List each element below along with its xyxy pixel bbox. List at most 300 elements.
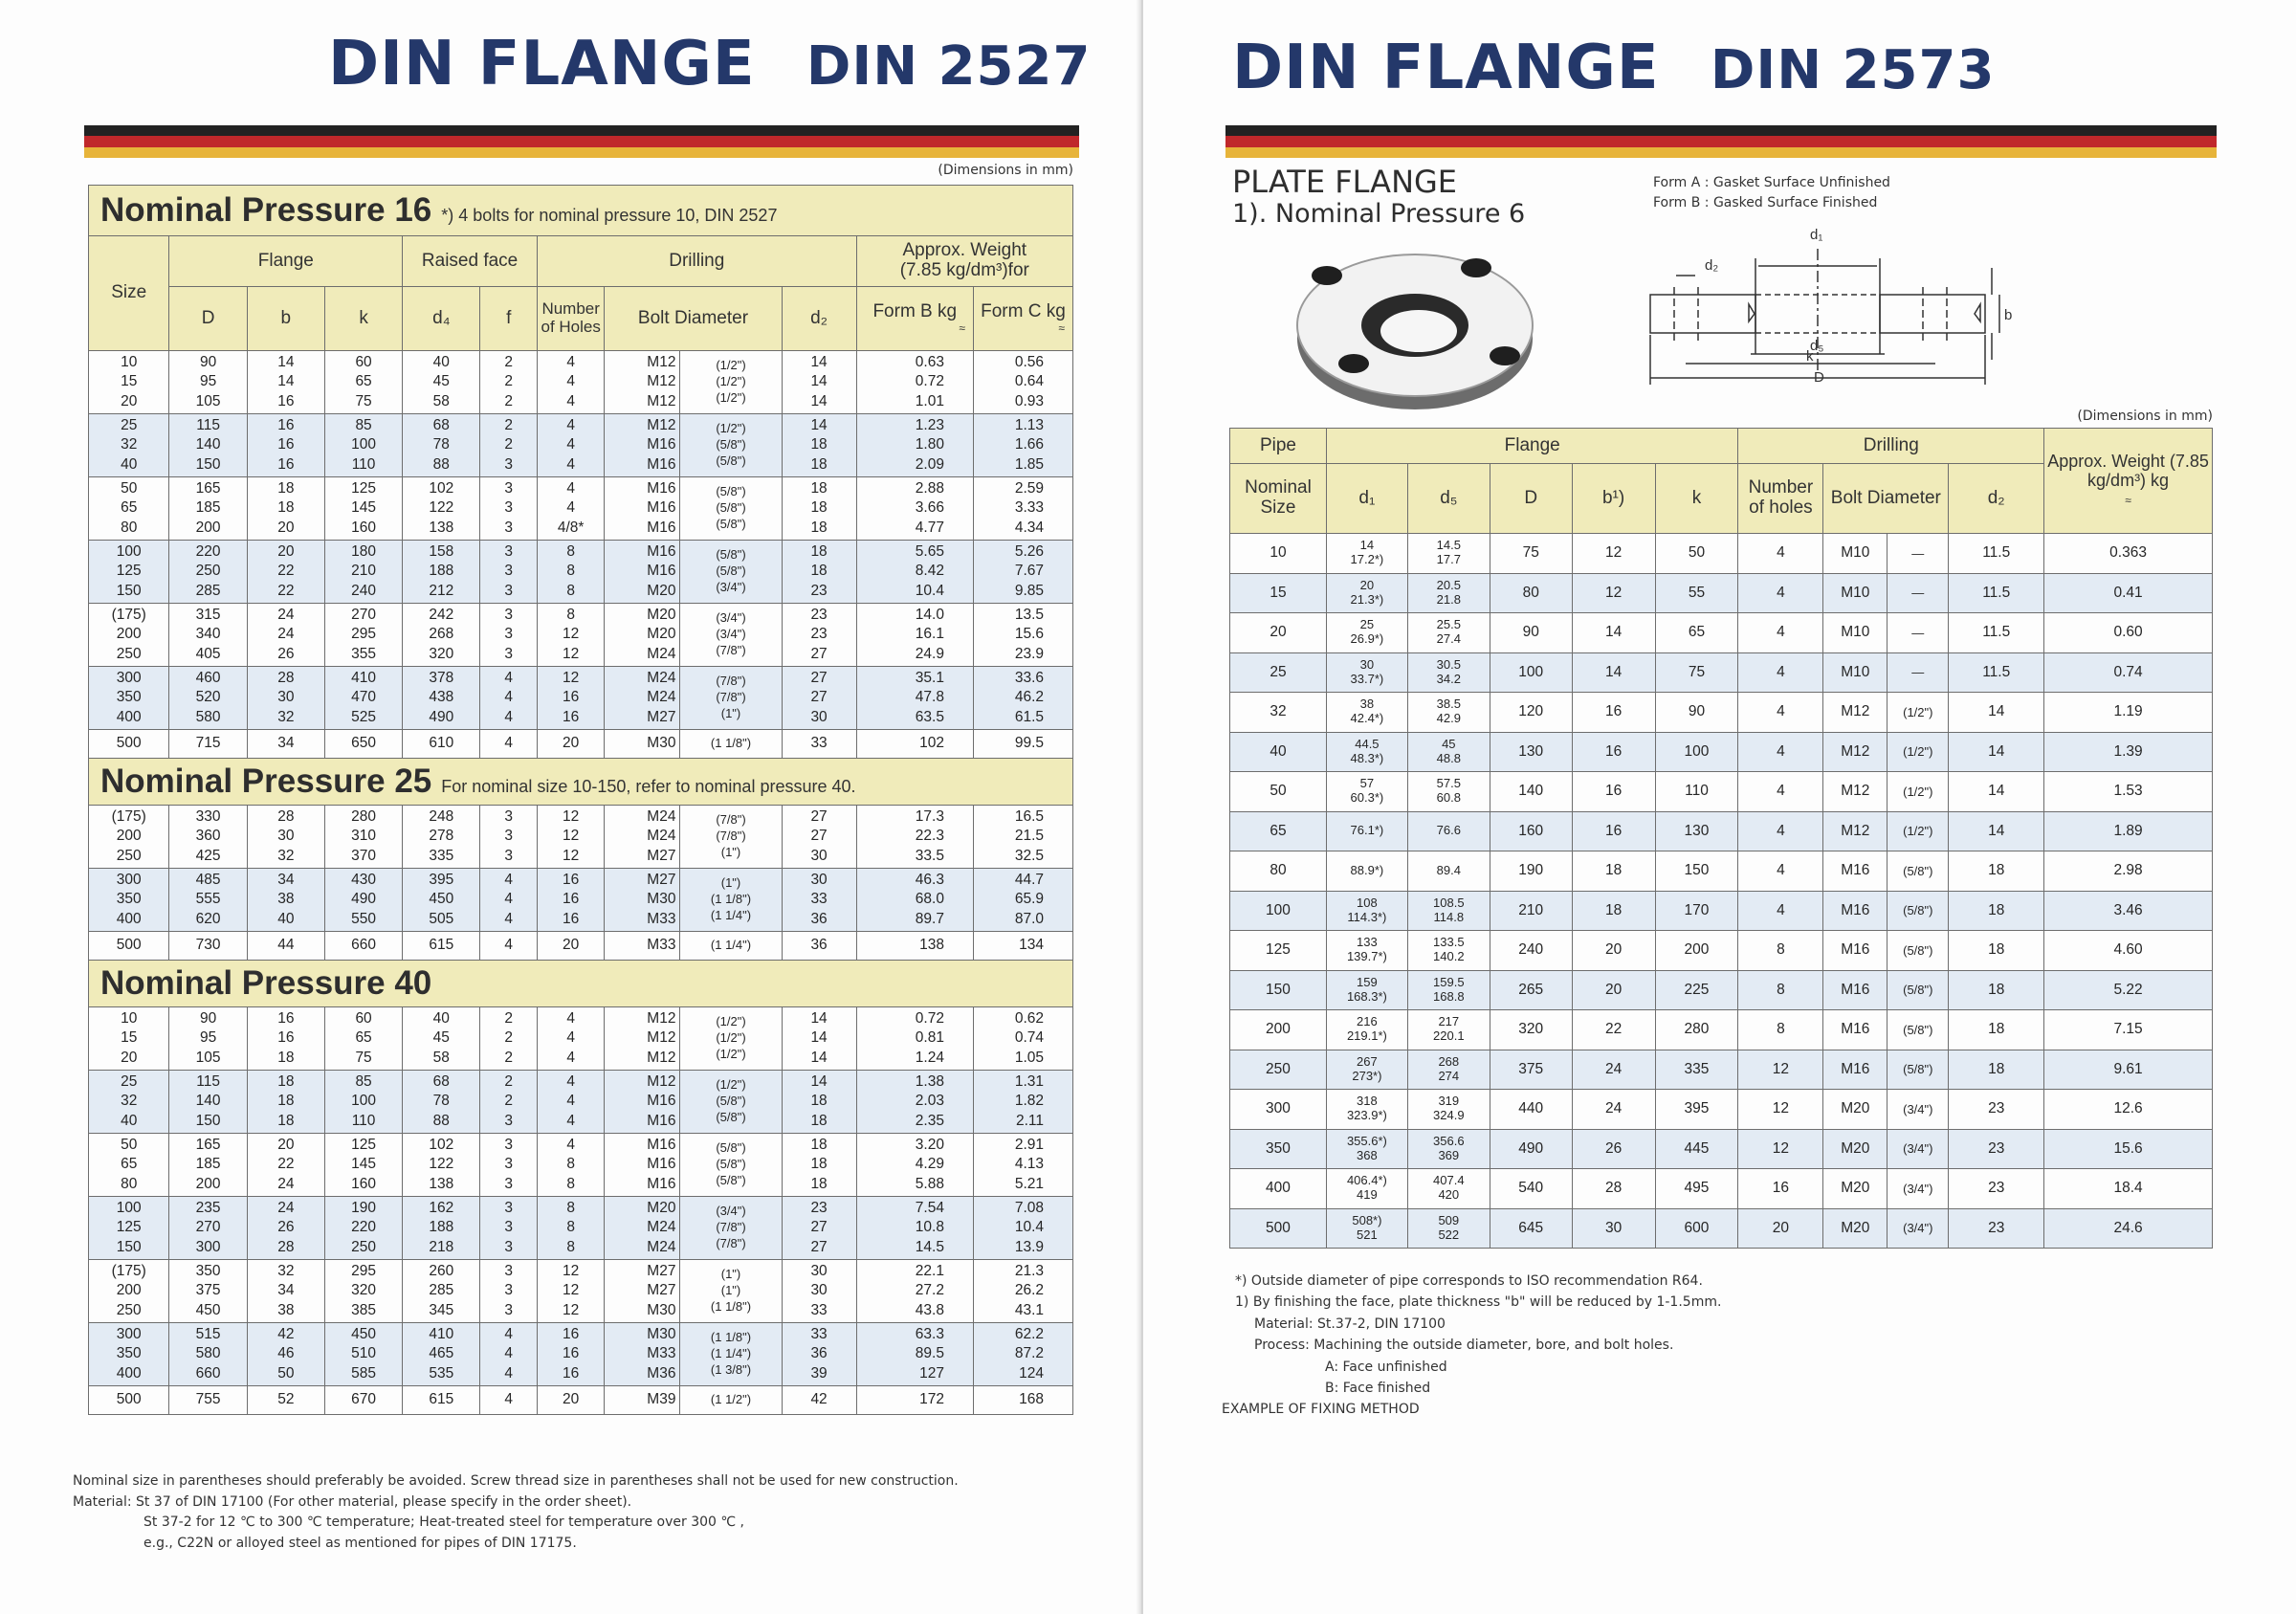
diagram-label-d2: d₂ (1705, 257, 1719, 274)
left-page (0, 0, 1143, 1614)
cell-d5 (1407, 1010, 1490, 1050)
cell-b (247, 477, 324, 541)
cell-d4 (403, 604, 480, 667)
cell-stack (1327, 1214, 1407, 1243)
cell-value: 3 (504, 828, 514, 845)
cell-value: 23 (810, 607, 828, 624)
cell-value: 85 (355, 1073, 372, 1091)
cell-value: M33 (647, 1345, 676, 1362)
cell-value: 44 (277, 937, 295, 954)
cell-value: 13.5 (1014, 607, 1044, 624)
table-row (1230, 652, 2213, 693)
cell-value: 12 (563, 1263, 580, 1280)
cell-value: 3 (504, 1137, 514, 1154)
cell-d4 (403, 1323, 480, 1386)
cell-value: 12 (563, 828, 580, 845)
cell-value: 68 (432, 1073, 450, 1091)
section-heading-row (89, 186, 1073, 236)
cell-inch: (1/2") (1888, 772, 1949, 812)
cell-value: 2.91 (1014, 1137, 1044, 1154)
cell-inch (680, 414, 782, 477)
cell-d5 (1407, 693, 1490, 733)
cell-d4 (403, 1007, 480, 1071)
cell-value: 250 (116, 1301, 142, 1318)
cell-value: 27.2 (915, 1282, 944, 1299)
cell-k (324, 932, 402, 961)
cell-value: 17.7 (1436, 552, 1461, 567)
cell-value: 219.1*) (1346, 1028, 1387, 1044)
cell-size: 10 (1230, 534, 1327, 574)
cell-value: 20 (277, 1137, 295, 1154)
cell-D: 240 (1490, 931, 1572, 971)
cell-d2 (782, 869, 856, 932)
cell-k (324, 1323, 402, 1386)
cell-d2 (782, 1386, 856, 1415)
cell-stack (1327, 864, 1407, 878)
cell-value: 48.8 (1436, 750, 1461, 765)
cell-value: 400 (116, 1364, 142, 1382)
cell-value: 278 (429, 828, 454, 845)
cell-value: 65 (121, 499, 138, 517)
cell-bolt: M16 (1823, 970, 1888, 1010)
section-note: For nominal size 10-150, refer to nominal pressure 40. (441, 777, 856, 796)
cell-value: M16 (647, 436, 676, 453)
cell-value: M12 (647, 392, 676, 409)
cell-d1 (1326, 613, 1407, 653)
section-note: *) 4 bolts for nominal pressure 10, DIN 2527 (441, 206, 778, 225)
cell-bolt: M12 (1823, 732, 1888, 772)
cell-d5 (1407, 1050, 1490, 1090)
cell-value: 42 (277, 1326, 295, 1343)
table-row (1230, 891, 2213, 931)
cell-value: 20 (563, 937, 580, 954)
right-footnote-6: B: Face finished (1325, 1380, 1431, 1396)
cell-inch: (3/4") (1888, 1208, 1949, 1249)
cell-value: 46 (277, 1345, 295, 1362)
cell-value: 21.5 (1014, 828, 1044, 845)
cell-value: 33.5 (915, 847, 944, 864)
cell-value: 220 (195, 543, 221, 561)
cell-value: 0.81 (915, 1029, 944, 1047)
cell-value: 510 (351, 1345, 376, 1362)
cell-value: 350 (116, 689, 142, 706)
cell-value: 12 (563, 1282, 580, 1299)
cell-d2: 14 (1949, 811, 2044, 851)
cell-k (324, 1071, 402, 1134)
cell-value: 127 (919, 1364, 944, 1382)
cell-value: 8 (566, 1219, 575, 1236)
cell-b: 30 (1572, 1208, 1655, 1249)
cell-value: 25.5 (1436, 617, 1461, 632)
cell-inch: (5/8") (1888, 970, 1949, 1010)
cell-k: 110 (1655, 772, 1738, 812)
cell-value: 40 (432, 1010, 450, 1028)
cell-value: (1") (720, 1283, 741, 1298)
cell-w: 15.6 (2044, 1129, 2213, 1169)
cell-holes (537, 351, 604, 414)
cell-value: 509 (1438, 1212, 1460, 1227)
col-weight-label: Approx. Weight (7.85 kg/dm³) kg (2047, 451, 2209, 490)
cell-value: 610 (429, 735, 454, 752)
cell-value: 100 (116, 543, 142, 561)
cell-w: 24.6 (2044, 1208, 2213, 1249)
cell-value: 350 (195, 1263, 221, 1280)
col-group-raised-face: Raised face (403, 236, 538, 287)
section-title: Nominal Pressure 16 (100, 191, 432, 229)
cell-D (169, 414, 247, 477)
cell-value: 500 (116, 735, 142, 752)
col-d2: d₂ (782, 287, 856, 351)
cell-value: 450 (429, 891, 454, 908)
cell-value: 3 (504, 1282, 514, 1299)
cell-value: 10.4 (1014, 1219, 1044, 1236)
cell-value: 125 (351, 1137, 376, 1154)
form-notes (1653, 173, 1890, 213)
cell-value: 26 (277, 1219, 295, 1236)
cell-value: 4 (566, 1093, 575, 1110)
cell-value: 3 (504, 543, 514, 561)
cell-b: 20 (1572, 931, 1655, 971)
cell-value: 4 (504, 735, 514, 752)
cell-value: 88 (432, 1112, 450, 1129)
cell-value: 200 (116, 1282, 142, 1299)
cell-value: 133 (1357, 935, 1378, 950)
cell-d1 (1326, 1090, 1407, 1130)
cell-value: 150 (116, 582, 142, 599)
cell-D: 160 (1490, 811, 1572, 851)
cell-formB (856, 351, 973, 414)
table-row-group (89, 869, 1073, 932)
cell-inch (680, 351, 782, 414)
cell-value: 330 (195, 808, 221, 826)
cell-d1 (1326, 811, 1407, 851)
cell-stack (1408, 539, 1490, 567)
cell-b: 16 (1572, 772, 1655, 812)
cell-stack (1408, 976, 1490, 1005)
cell-value: 8 (566, 543, 575, 561)
cell-value: (5/8") (716, 1094, 746, 1109)
cell-value: 212 (429, 582, 454, 599)
cell-value: 7.08 (1014, 1200, 1044, 1217)
cell-value: 4 (566, 392, 575, 409)
cell-bolt (605, 1071, 680, 1134)
cell-size: 400 (1230, 1169, 1327, 1209)
cell-value: 47.8 (915, 689, 944, 706)
cell-value: 58 (432, 392, 450, 409)
cell-value: 30 (810, 708, 828, 725)
cell-value: 3.33 (1014, 499, 1044, 517)
cell-value: 4 (566, 1049, 575, 1066)
cell-formC (973, 1197, 1072, 1260)
cell-value: M24 (647, 828, 676, 845)
cell-value: (5/8") (716, 547, 746, 563)
cell-value: 45 (432, 1029, 450, 1047)
cell-k (324, 667, 402, 730)
cell-value: 310 (351, 828, 376, 845)
cell-value: (1") (720, 1267, 741, 1282)
cell-holes: 12 (1738, 1129, 1823, 1169)
cell-b (247, 1007, 324, 1071)
nominal-pressure-6-title: 1). Nominal Pressure 6 (1232, 199, 1526, 229)
cell-value: 407.4 (1433, 1173, 1465, 1188)
cell-value: 30 (810, 1263, 828, 1280)
cell-stack (1408, 777, 1490, 806)
cell-value: 2.11 (1015, 1112, 1044, 1129)
cell-value: 3 (504, 563, 514, 580)
cell-value: 522 (1438, 1227, 1460, 1242)
cell-stack (1408, 1055, 1490, 1084)
cell-b (247, 667, 324, 730)
cell-value: 10 (121, 1010, 138, 1028)
cell-value: 4.29 (915, 1156, 944, 1173)
cell-value: 33 (810, 891, 828, 908)
cell-d2: 14 (1949, 693, 2044, 733)
right-page (1143, 0, 2296, 1614)
cell-value: 1.23 (915, 417, 944, 434)
cell-value: M27 (647, 847, 676, 864)
cell-value: 3 (504, 847, 514, 864)
cell-value: 535 (429, 1364, 454, 1382)
cell-value: 28 (277, 1238, 295, 1255)
cell-value: 315 (195, 607, 221, 624)
cell-inch: (5/8") (1888, 1010, 1949, 1050)
cell-value: 4 (566, 436, 575, 453)
cell-value: 3 (504, 626, 514, 643)
cell-d2 (782, 604, 856, 667)
col-group-drilling: Drilling (537, 236, 856, 287)
cell-value: 33 (810, 1301, 828, 1318)
cell-d2 (782, 667, 856, 730)
cell-k (324, 477, 402, 541)
cell-value: 7.54 (915, 1200, 944, 1217)
cell-w: 0.74 (2044, 652, 2213, 693)
cell-d1 (1326, 573, 1407, 613)
col-weight-approx: ≈ (2125, 494, 2131, 508)
cell-value: 27.4 (1436, 631, 1461, 647)
col-form-c (973, 287, 1072, 351)
cell-inch (680, 932, 782, 961)
cell-value: 240 (351, 582, 376, 599)
cell-d2 (782, 1134, 856, 1197)
cell-d2: 14 (1949, 772, 2044, 812)
cell-value: (1/2") (716, 358, 746, 373)
cell-value: 185 (195, 499, 221, 517)
table-row-group (89, 1323, 1073, 1386)
cell-value: 15 (121, 373, 138, 390)
cell-d5 (1407, 811, 1490, 851)
cell-formB (856, 1323, 973, 1386)
cell-value: 8 (566, 582, 575, 599)
cell-value: M16 (647, 480, 676, 497)
cell-formC (973, 1260, 1072, 1323)
cell-value: 18 (810, 480, 828, 497)
cell-value: 100 (351, 1093, 376, 1110)
cell-bolt (605, 1386, 680, 1415)
cell-value: 33 (810, 735, 828, 752)
cell-formB (856, 667, 973, 730)
cell-value: 185 (195, 1156, 221, 1173)
cell-value: 280 (351, 808, 376, 826)
col-holes: Number of holes (1738, 464, 1823, 534)
cell-k: 600 (1655, 1208, 1738, 1249)
cell-value: 2 (504, 354, 514, 371)
cell-value: 268 (1438, 1053, 1460, 1069)
cell-inch (680, 1386, 782, 1415)
cell-value: 267 (1357, 1053, 1378, 1069)
left-title-main: DIN FLANGE (328, 29, 756, 99)
cell-value: 18 (277, 480, 295, 497)
cell-stack (1408, 824, 1490, 838)
cell-bolt: M16 (1823, 931, 1888, 971)
cell-inch (680, 1260, 782, 1323)
cell-value: 4 (566, 1112, 575, 1129)
col-nominal-size: Nominal Size (1230, 464, 1327, 534)
cell-k (324, 541, 402, 604)
cell-value: 32 (277, 708, 295, 725)
col-f: f (480, 287, 538, 351)
cell-value: M20 (647, 582, 676, 599)
cell-k (324, 1386, 402, 1415)
cell-value: 58 (432, 1049, 450, 1066)
cell-b: 16 (1572, 811, 1655, 851)
table-row-group (89, 541, 1073, 604)
cell-holes: 20 (1738, 1208, 1823, 1249)
cell-value: 10.4 (915, 582, 944, 599)
cell-bolt: M10 (1823, 652, 1888, 693)
cell-value: 4 (504, 937, 514, 954)
left-footnote-1: Nominal size in parentheses should preferably be avoided. Screw thread size in parentheses shall not be used for new construction. (73, 1473, 959, 1489)
right-footnote-7: EXAMPLE OF FIXING METHOD (1222, 1402, 1420, 1418)
cell-value: 670 (351, 1391, 376, 1408)
cell-inch: (5/8") (1888, 851, 1949, 892)
cell-holes (537, 730, 604, 759)
cell-value: 33.6 (1014, 670, 1044, 687)
cell-d2: 23 (1949, 1090, 2044, 1130)
cell-formC (973, 730, 1072, 759)
cell-d2: 18 (1949, 931, 2044, 971)
cell-value: 2.59 (1014, 480, 1044, 497)
cell-k: 170 (1655, 891, 1738, 931)
cell-D (169, 1323, 247, 1386)
col-d4: d₄ (403, 287, 480, 351)
cell-value: 24 (277, 1200, 295, 1217)
col-D: D (169, 287, 247, 351)
cell-value: 460 (195, 670, 221, 687)
cell-value: 65.9 (1014, 891, 1044, 908)
cell-value: 14.5 (915, 1238, 944, 1255)
cell-size: 65 (1230, 811, 1327, 851)
cell-value: M20 (647, 1200, 676, 1217)
cell-value: 18 (810, 455, 828, 473)
cell-value: 324.9 (1433, 1108, 1465, 1123)
cell-value: (3/4") (716, 627, 746, 642)
cell-holes: 4 (1738, 693, 1823, 733)
cell-w: 12.6 (2044, 1090, 2213, 1130)
cell-value: 25 (121, 417, 138, 434)
cell-value: 4 (566, 455, 575, 473)
cell-value: 88.9*) (1350, 862, 1384, 877)
cell-value: 75 (355, 392, 372, 409)
cell-d4 (403, 351, 480, 414)
cell-value: 520 (195, 689, 221, 706)
cell-k: 130 (1655, 811, 1738, 851)
cell-size (89, 806, 169, 869)
cell-value: 248 (429, 808, 454, 826)
cell-w: 4.60 (2044, 931, 2213, 971)
cell-d2 (782, 1260, 856, 1323)
cell-value: 3.66 (915, 499, 944, 517)
cell-b: 14 (1572, 652, 1655, 693)
cell-value: M24 (647, 689, 676, 706)
cell-holes (537, 414, 604, 477)
cell-value: 220 (351, 1219, 376, 1236)
cell-b: 12 (1572, 534, 1655, 574)
cell-value: 14 (810, 392, 828, 409)
cell-holes: 4 (1738, 891, 1823, 931)
cell-D (169, 477, 247, 541)
cell-d2: 14 (1949, 732, 2044, 772)
cell-formC (973, 1134, 1072, 1197)
cell-value: 4 (504, 670, 514, 687)
cell-holes (537, 1323, 604, 1386)
cell-value: 108 (1357, 895, 1378, 910)
cell-value: 9.85 (1014, 582, 1044, 599)
cell-value: 38 (1359, 696, 1375, 712)
cell-stack (1408, 579, 1490, 608)
cell-b (247, 1134, 324, 1197)
section-title: Nominal Pressure 25 (100, 763, 432, 800)
cell-inch (680, 1197, 782, 1260)
right-footnote-2: 1) By finishing the face, plate thickness "b" will be reduced by 1-1.5mm. (1235, 1294, 1722, 1311)
cell-w: 1.39 (2044, 732, 2213, 772)
cell-value: 27 (810, 1219, 828, 1236)
cell-D (169, 932, 247, 961)
cell-b: 22 (1572, 1010, 1655, 1050)
cell-d5 (1407, 534, 1490, 574)
cell-value: 3 (504, 607, 514, 624)
cell-size (89, 477, 169, 541)
cell-value: 50 (277, 1364, 295, 1382)
cell-value: 30 (277, 828, 295, 845)
cell-value: (1/2") (716, 1014, 746, 1029)
cell-value: 35.1 (915, 670, 944, 687)
cell-formB (856, 1007, 973, 1071)
cell-k: 75 (1655, 652, 1738, 693)
diagram-label-k: k (1806, 348, 1814, 365)
table-row (1230, 1129, 2213, 1169)
cell-D (169, 869, 247, 932)
col-form-b-approx: ≈ (959, 321, 965, 335)
cell-value: 274 (1438, 1068, 1460, 1083)
cell-value: 42.4*) (1350, 711, 1384, 726)
cell-b (247, 869, 324, 932)
cell-value: 419 (1357, 1187, 1378, 1203)
left-dimensions-note: (Dimensions in mm) (938, 163, 1073, 178)
cell-value: 33.7*) (1350, 671, 1384, 686)
cell-w: 0.41 (2044, 573, 2213, 613)
cell-value: 620 (195, 910, 221, 927)
cell-d5 (1407, 652, 1490, 693)
table-row-group (89, 1071, 1073, 1134)
form-a-note: Form A : Gasket Surface Unfinished (1653, 175, 1890, 190)
cell-formB (856, 1071, 973, 1134)
cell-value: 4 (566, 480, 575, 497)
cell-value: 40 (121, 455, 138, 473)
cell-b (247, 541, 324, 604)
cell-b: 18 (1572, 851, 1655, 892)
cell-value: 4 (566, 1010, 575, 1028)
cell-value: 715 (195, 735, 221, 752)
